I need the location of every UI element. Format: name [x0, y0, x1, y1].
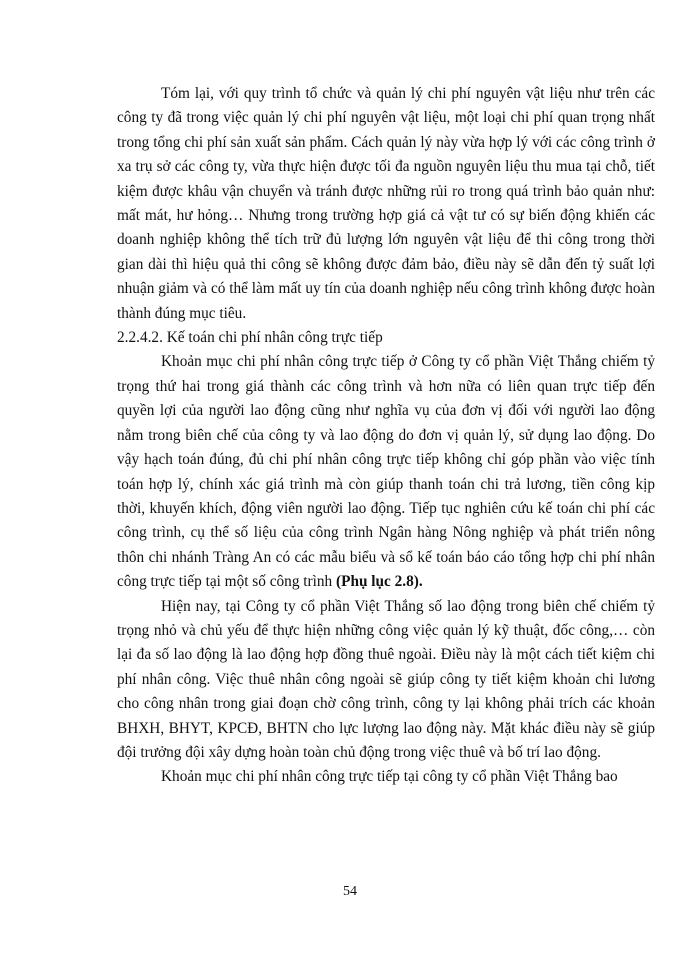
paragraph-labor-cost — [117, 350, 655, 594]
page-number: 54 — [343, 884, 357, 899]
body-text — [117, 82, 655, 790]
section-heading: 2.2.4.2. Kế toán chi phí nhân công trực tiếp — [117, 329, 383, 347]
appendix-reference: (Phụ lục 2.8). — [336, 573, 423, 591]
paragraph-current-labor: Hiện nay, tại Công ty cổ phần Việt Thắng số lao động trong biên chế chiếm tỷ trọng nhỏ và chủ yếu để thực hiện những công việc quản lý kỹ thuật, đốc công,… còn lại đa số lao động là lao động hợp đồng thuê ngoài. Điều này là một cách tiết kiệm chi phí nhân công. Việc thuê nhân công ngoài sẽ giúp công ty tiết kiệm khoản chi lương cho công nhân trong giai đoạn chờ công trình, công ty lại không phải trích các khoản BHXH, BHYT, KPCĐ, BHTN cho lực lượng lao động này. Mặt khác điều này sẽ giúp đội trưởng đội xây dựng hoàn toàn chủ động trong việc thuê và bố trí lao động. — [117, 597, 655, 761]
paragraph-summary: Tóm lại, với quy trình tổ chức và quản lý chi phí nguyên vật liệu như trên các công ty đã trong việc quản lý chi phí nguyên vật liệu, một loại chi phí quan trọng nhất trong tổng chi phí sản xuất sản phẩm. Cách quản lý này vừa hợp lý với các công trình ở xa trụ sở các công ty, vừa thực hiện được tối đa nguồn nguyên liệu thu mua tại chỗ, tiết kiệm được khâu vận chuyển và tránh được những rủi ro trong quá trình bảo quản như: mất mát, hư hỏng… Nhưng trong trường hợp giá cả vật tư có sự biến động khiến các doanh nghiệp không thể tích trữ đủ lượng lớn nguyên vật liệu để thi công trong thời gian dài thì hiệu quả thi công sẽ không được đảm bảo, điều này sẽ dẫn đến tỷ suất lợi nhuận giảm và có thể làm mất uy tín của doanh nghiệp nếu công trình không được hoàn thành đúng mục tiêu. — [117, 85, 655, 322]
paragraph-labor-cost-text: Khoản mục chi phí nhân công trực tiếp ở Công ty cổ phần Việt Thắng chiếm tỷ trọng thứ hai trong giá thành các công trình và hơn nữa có liên quan trực tiếp đến quyền lợi của người lao động cũng như nghĩa vụ của đơn vị đối với người lao động nằm trong biên chế của công ty và lao động do đơn vị quản lý, sử dụng lao động. Do vậy hạch toán đúng, đủ chi phí nhân công trực tiếp không chỉ góp phần vào việc tính toán hợp lý, chính xác giá trình mà còn giúp thanh toán chi trả lương, tiền công kịp thời, khuyến khích, động viên người lao động. Tiếp tục nghiên cứu kế toán chi phí các công trình, cụ thể số liệu của công trình Ngân hàng Nông nghiệp và phát triển nông thôn chi nhánh Tràng An có các mẫu biểu và sổ kế toán báo cáo tổng hợp chi phí nhân công trực tiếp tại một số công trình — [117, 353, 655, 591]
paragraph-continuation: Khoản mục chi phí nhân công trực tiếp tại công ty cổ phần Việt Thắng bao — [161, 768, 618, 786]
